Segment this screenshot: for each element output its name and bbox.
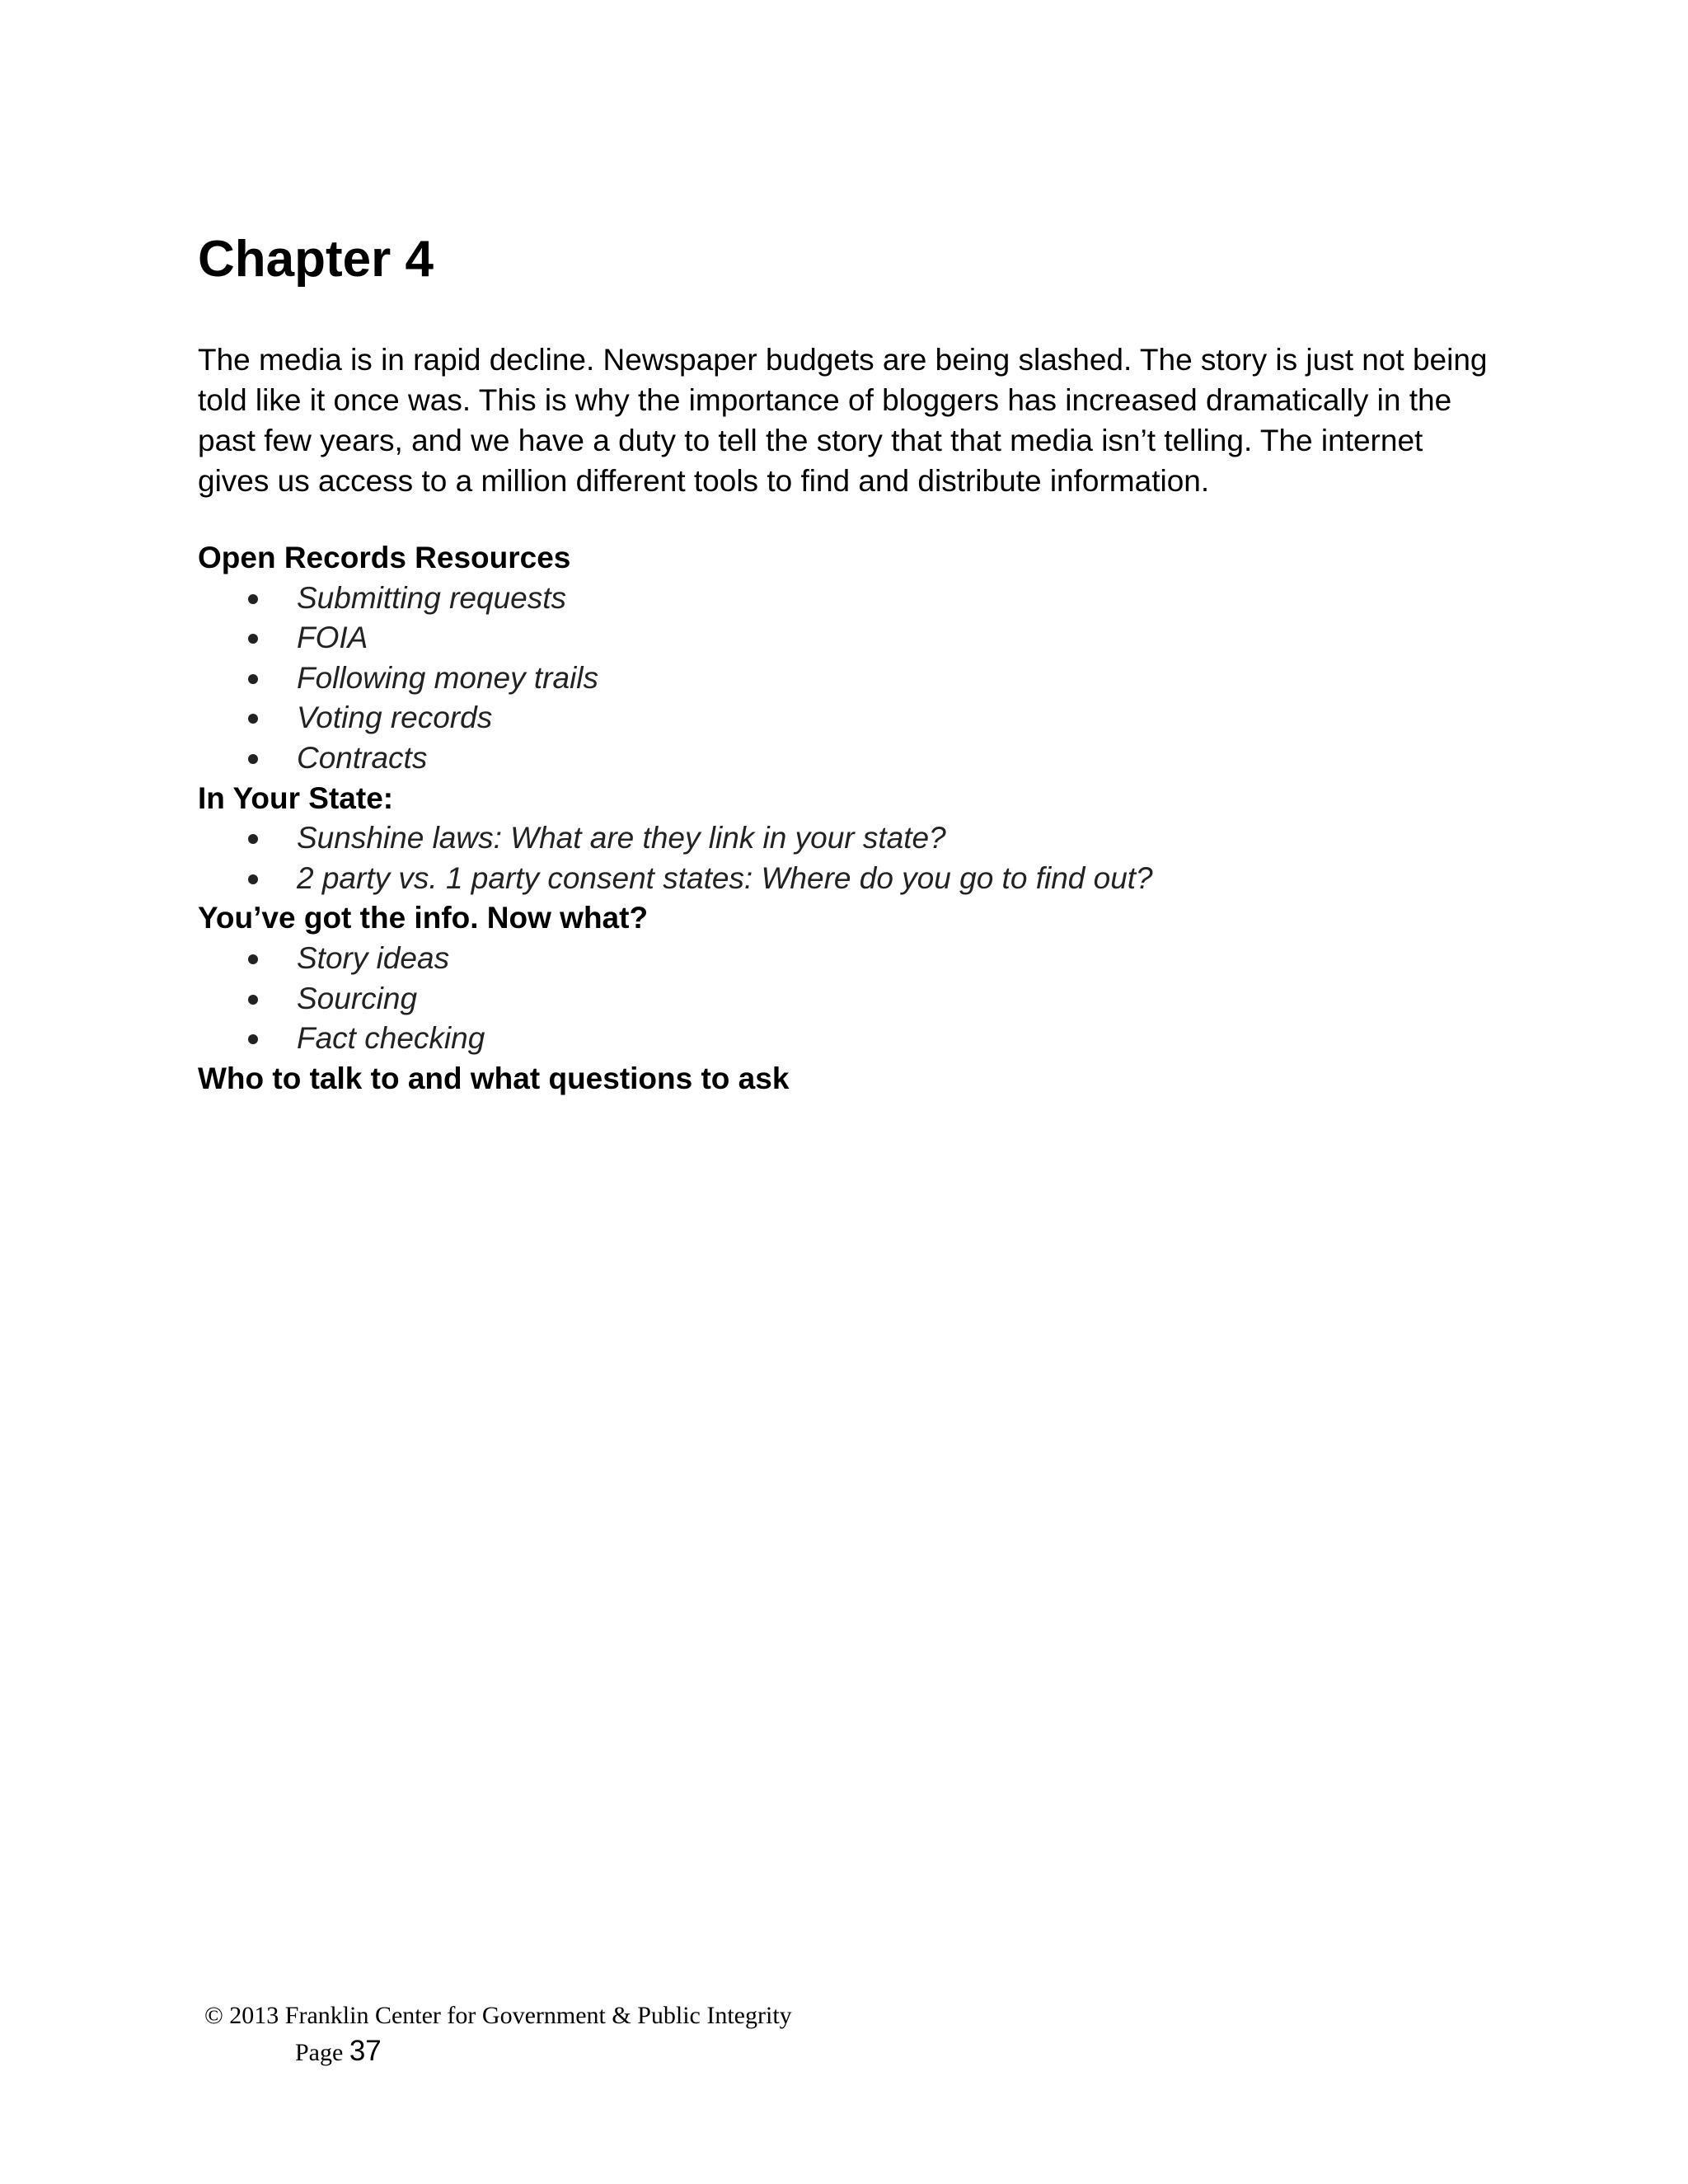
list-item bbox=[198, 1019, 1517, 1059]
bullet-icon bbox=[248, 834, 258, 844]
list-item bbox=[198, 579, 1517, 619]
bullet-icon bbox=[248, 1034, 258, 1044]
section-who-to-talk-to bbox=[198, 1059, 1517, 1099]
intro-paragraph bbox=[198, 340, 1517, 501]
bullet-icon bbox=[248, 954, 258, 964]
list-item-text: Fact checking bbox=[297, 1021, 485, 1056]
list-item bbox=[198, 698, 1517, 738]
section-heading: You’ve got the info. Now what? bbox=[198, 901, 649, 935]
list-item bbox=[198, 859, 1517, 899]
bullet-icon bbox=[248, 594, 258, 604]
chapter-title: Chapter 4 bbox=[198, 231, 434, 288]
list-item bbox=[198, 738, 1517, 779]
bullet-icon bbox=[248, 874, 258, 884]
bullet-list bbox=[198, 939, 1517, 1059]
list-item-text: Sourcing bbox=[297, 981, 418, 1015]
intro-line: The media is in rapid decline. Newspaper budgets are being slashed. The story is just not being bbox=[198, 343, 1488, 377]
list-item-text: Submitting requests bbox=[297, 580, 567, 615]
bullet-list bbox=[198, 818, 1517, 898]
page-number: 37 bbox=[349, 2035, 382, 2067]
bullet-icon bbox=[248, 634, 258, 644]
page-label: Page bbox=[295, 2039, 344, 2066]
list-item bbox=[198, 818, 1517, 859]
section-in-your-state bbox=[198, 779, 1517, 899]
intro-line: past few years, and we have a duty to tell the story that that media isn’t telling. The internet bbox=[198, 424, 1423, 457]
list-item-text: FOIA bbox=[297, 621, 368, 655]
section-open-records bbox=[198, 538, 1517, 779]
list-item-text: Sunshine laws: What are they link in your state? bbox=[297, 821, 946, 855]
list-item-text: 2 party vs. 1 party consent states: Where do you go to find out? bbox=[297, 860, 1153, 895]
list-item-text: Contracts bbox=[297, 740, 428, 775]
footer-copyright: © 2013 Franklin Center for Government & Public Integrity bbox=[204, 2002, 792, 2029]
chapter-outline bbox=[198, 538, 1517, 1099]
bullet-icon bbox=[248, 674, 258, 684]
list-item bbox=[198, 939, 1517, 979]
footer-page-number bbox=[295, 2036, 382, 2069]
list-item bbox=[198, 618, 1517, 658]
list-item bbox=[198, 979, 1517, 1019]
section-heading: Open Records Resources bbox=[198, 541, 571, 574]
list-item-text: Voting records bbox=[297, 701, 493, 735]
list-item bbox=[198, 658, 1517, 699]
list-item-text: Following money trails bbox=[297, 660, 599, 695]
bullet-list bbox=[198, 579, 1517, 779]
bullet-icon bbox=[248, 714, 258, 724]
intro-line: told like it once was. This is why the importance of bloggers has increased dramatically in the bbox=[198, 383, 1452, 417]
intro-line: gives us access to a million different tools to find and distribute information. bbox=[198, 464, 1210, 498]
section-heading: Who to talk to and what questions to ask bbox=[198, 1061, 790, 1095]
section-now-what bbox=[198, 898, 1517, 1058]
bullet-icon bbox=[248, 754, 258, 764]
bullet-icon bbox=[248, 995, 258, 1005]
list-item-text: Story ideas bbox=[297, 940, 450, 975]
section-heading: In Your State: bbox=[198, 780, 394, 815]
